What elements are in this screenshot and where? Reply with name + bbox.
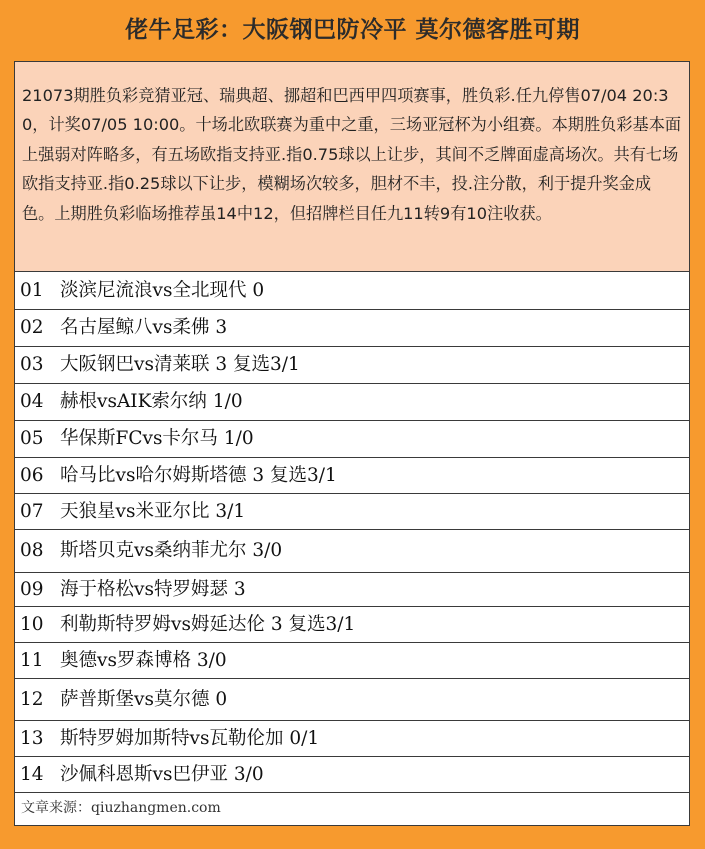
match-row bbox=[15, 530, 689, 573]
match-row bbox=[15, 679, 689, 721]
match-row bbox=[15, 757, 689, 793]
article-source: 文章来源：qiuzhangmen.com bbox=[21, 800, 221, 816]
match-number: 05 bbox=[20, 428, 44, 449]
match-text: 名古屋鲸八vs柔佛 3 bbox=[60, 317, 228, 338]
match-row bbox=[15, 310, 689, 347]
match-text: 斯塔贝克vs桑纳菲尤尔 3/0 bbox=[60, 540, 283, 561]
match-text: 大阪钢巴vs清莱联 3 复选3/1 bbox=[60, 354, 300, 375]
match-text: 哈马比vs哈尔姆斯塔德 3 复选3/1 bbox=[60, 465, 337, 486]
match-number: 10 bbox=[20, 614, 44, 635]
match-text: 海于格松vs特罗姆瑟 3 bbox=[60, 579, 246, 600]
match-number: 02 bbox=[20, 317, 44, 338]
match-text: 赫根vsAIK索尔纳 1/0 bbox=[60, 391, 243, 412]
match-number: 06 bbox=[20, 465, 44, 486]
match-row bbox=[15, 721, 689, 757]
match-text: 沙佩科恩斯vs巴伊亚 3/0 bbox=[60, 764, 264, 785]
match-text: 奥德vs罗森博格 3/0 bbox=[60, 650, 227, 671]
match-row bbox=[15, 643, 689, 679]
match-number: 12 bbox=[20, 689, 44, 710]
match-number: 14 bbox=[20, 764, 44, 785]
match-text: 萨普斯堡vs莫尔德 0 bbox=[60, 689, 228, 710]
match-text: 淡滨尼流浪vs全北现代 0 bbox=[60, 280, 265, 301]
match-number: 07 bbox=[20, 501, 44, 522]
match-row bbox=[15, 573, 689, 607]
match-number: 13 bbox=[20, 728, 44, 749]
content-card bbox=[14, 61, 690, 826]
page-title: 佬牛足彩：大阪钢巴防冷平 莫尔德客胜可期 bbox=[124, 17, 580, 43]
match-text: 天狼星vs米亚尔比 3/1 bbox=[60, 501, 246, 522]
match-number: 03 bbox=[20, 354, 44, 375]
match-text: 斯特罗姆加斯特vs瓦勒伦加 0/1 bbox=[60, 728, 320, 749]
match-row bbox=[15, 272, 689, 310]
match-number: 04 bbox=[20, 391, 44, 412]
intro-paragraph: 21073期胜负彩竞猜亚冠、瑞典超、挪超和巴西甲四项赛事，胜负彩.任九停售07/04 20:30，计奖07/05 10:00。十场北欧联赛为重中之重，三场亚冠杯为小组赛。本期胜负彩基本面上强弱对阵略多，有五场欧指支持亚.指0.75球以上让步，其间不乏牌面虚高场次。共有七场欧指支持亚.指0.25球以下让步，模糊场次较多，胆材不丰，投.注分散，利于提升奖金成色。上期胜负彩临场推荐虽14中12，但招牌栏目任九11转9有10注收获。 bbox=[15, 62, 689, 272]
match-text: 华保斯FCvs卡尔马 1/0 bbox=[60, 428, 254, 449]
match-number: 09 bbox=[20, 579, 44, 600]
match-text: 利勒斯特罗姆vs姆延达伦 3 复选3/1 bbox=[60, 614, 356, 635]
match-row bbox=[15, 607, 689, 643]
match-number: 11 bbox=[20, 650, 44, 671]
match-row bbox=[15, 347, 689, 384]
match-row bbox=[15, 458, 689, 494]
match-row bbox=[15, 421, 689, 458]
match-row bbox=[15, 384, 689, 421]
match-number: 01 bbox=[20, 280, 44, 301]
match-row bbox=[15, 494, 689, 530]
match-number: 08 bbox=[20, 540, 44, 561]
